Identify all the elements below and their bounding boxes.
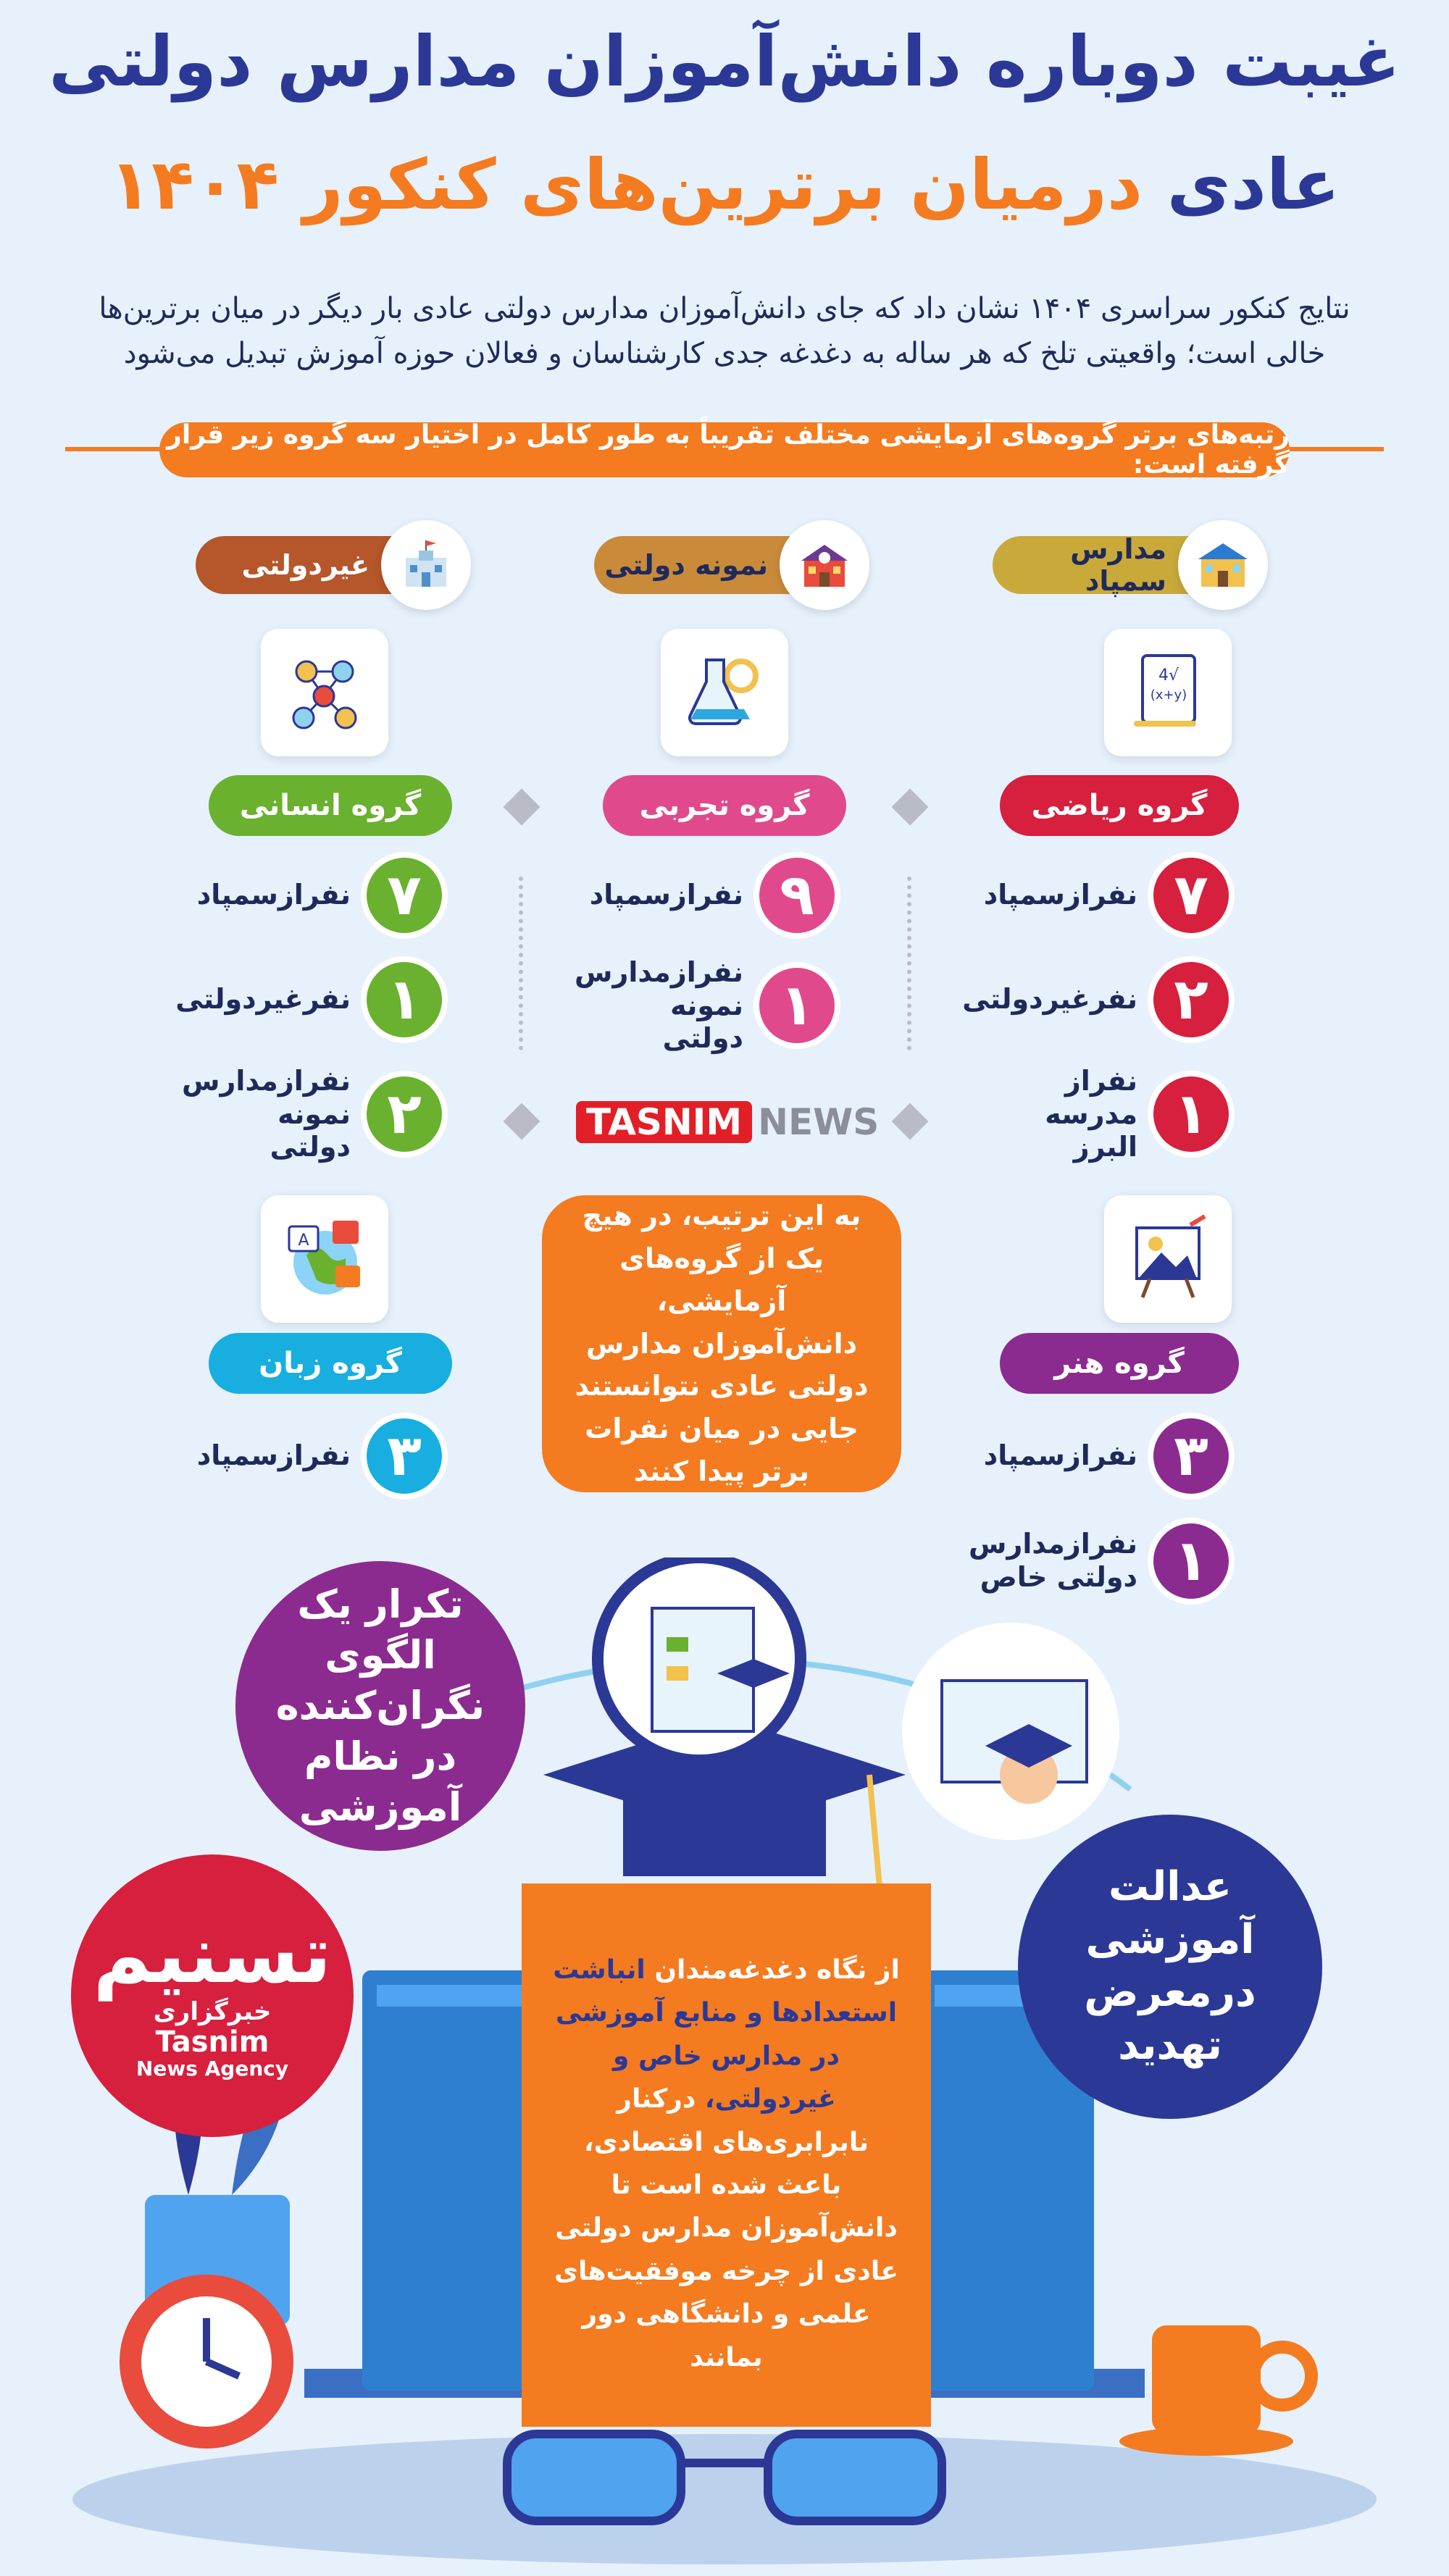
math-row-3 (1022, 1065, 1235, 1164)
agency-logo-script: تسنیم (93, 1908, 332, 2002)
count-label: نفرازمدارس دولتی خاص (969, 1528, 1137, 1593)
count-label: نفرازسمپاد (196, 879, 351, 911)
count-label: نفرازمدارس نمونه دولتی (182, 1065, 351, 1163)
count-number: ۱ (367, 962, 442, 1037)
school-type-label: غیردولتی (241, 549, 369, 581)
analysis-card (522, 1883, 931, 2427)
group-math-pill: گروه ریاضی (1000, 775, 1239, 836)
analysis-intro: از نگاه دغدغه‌مندان (654, 1955, 900, 1985)
svg-text:(x+y): (x+y) (1150, 687, 1187, 703)
group-art-pill: گروه هنر (1000, 1333, 1239, 1394)
count-number: ۹ (759, 858, 835, 933)
count-number: ۳ (1153, 1418, 1229, 1494)
count-number: ۳ (367, 1418, 442, 1494)
school-flag-icon (381, 520, 471, 610)
count-number: ۷ (1153, 858, 1229, 933)
divider-dotted-line (519, 877, 523, 1050)
warning-circle: تکرار یک الگوی نگران‌کننده در نظام آموزشی (235, 1561, 525, 1851)
page-title-line1: غیبت دوباره دانش‌آموزان مدارس دولتی (49, 21, 1400, 102)
ribbon-banner: رتبه‌های برتر گروه‌های آزمایشی مختلف تقریباً به طور کامل در اختیار سه گروه زیر قرار گرفته است: (159, 422, 1290, 477)
group-humanities-pill: گروه انسانی (209, 775, 452, 836)
flask-gear-icon (661, 629, 788, 756)
school-clock-icon (780, 520, 869, 610)
count-label: نفرازمدارس نمونه دولتی (575, 956, 743, 1055)
divider-diamond (892, 789, 929, 826)
school-type-nemone (594, 536, 855, 594)
hum-row-2 (175, 956, 448, 1043)
divider-diamond (504, 1103, 540, 1140)
count-label: نفرازسمپاد (983, 879, 1137, 911)
count-number: ۷ (367, 858, 442, 933)
analysis-highlight: انباشت استعدادها و منابع آموزشی در مدارس خاص و غیردولتی، (553, 1955, 898, 2115)
svg-text:√4: √4 (1158, 666, 1179, 685)
school-type-gheirdolati (196, 536, 456, 594)
lang-row-1 (197, 1413, 448, 1500)
divider-diamond (892, 1103, 929, 1140)
art-row-1 (984, 1413, 1235, 1500)
count-label: نفرازسمپاد (196, 1439, 351, 1472)
group-experimental-pill: گروه تجربی (603, 775, 846, 836)
tasnim-agency-logo (71, 1854, 354, 2137)
count-number: ۱ (1153, 1076, 1229, 1152)
exp-row-1 (590, 852, 840, 939)
people-network-icon (261, 629, 388, 756)
translate-globe-icon (261, 1195, 388, 1323)
title-word-normal: عادی (1166, 144, 1340, 225)
math-formula-icon (1104, 629, 1232, 756)
page-title-line2 (29, 145, 1420, 225)
count-number: ۱ (759, 968, 835, 1043)
divider-dotted-line (907, 877, 911, 1050)
math-row-2 (962, 956, 1235, 1043)
group-language-pill: گروه زبان (209, 1333, 452, 1394)
count-number: ۲ (367, 1076, 442, 1152)
conclusion-box: به این ترتیب، در هیچ یک از گروه‌های آزمایشی، دانش‌آموزان مدارس دولتی عادی نتوانستند جایی در میان نفرات برتر پیدا کنند (542, 1195, 901, 1492)
agency-logo-fa: خبرگزاری (153, 1997, 272, 2027)
title-highlight: درمیان برترین‌های کنکور ۱۴۰۴ (109, 144, 1143, 225)
justice-circle: عدالت آموزشی درمعرض تهدید (1018, 1815, 1322, 2119)
count-label: نفرازسمپاد (983, 1439, 1137, 1472)
agency-logo-en: Tasnim (155, 2025, 270, 2059)
school-type-label: نمونه دولتی (604, 549, 768, 581)
hum-row-1 (197, 852, 448, 939)
count-label: نفرازسمپاد (589, 879, 743, 911)
agency-logo-en2: News Agency (135, 2056, 289, 2081)
count-number: ۱ (1153, 1523, 1229, 1599)
count-label: نفرغیردولتی (962, 983, 1137, 1016)
exp-row-2 (575, 956, 840, 1055)
count-label: نفرغیردولتی (175, 983, 351, 1016)
school-type-label: مدارس سمپاد (1070, 533, 1166, 597)
school-building-icon (1178, 520, 1268, 610)
hum-row-3 (182, 1065, 448, 1164)
intro-paragraph: نتایج کنکور سراسری ۱۴۰۴ نشان داد که جای دانش‌آموزان مدارس دولتی عادی بار دیگر در میان برترین‌ها خالی است؛ واقعیتی تلخ که هر ساله به دغدغه جدی کارشناسان و فعالان حوزه آموزش تبدیل می‌شود (99, 292, 1350, 370)
school-type-sampad (993, 533, 1253, 597)
count-number: ۲ (1153, 962, 1229, 1037)
tasnim-news-logo: TASNIM NEWS (576, 1101, 879, 1143)
painting-easel-icon (1104, 1195, 1232, 1323)
divider-diamond (504, 789, 540, 826)
analysis-body: درکنار نابرابری‌های اقتصادی، باعث شده است تا دانش‌آموزان مدارس دولتی عادی از چرخه موفقیت‌های علمی و دانشگاهی دور بمانند (554, 2084, 898, 2372)
svg-text:A: A (298, 1231, 309, 1250)
math-row-1 (984, 852, 1235, 939)
count-label: نفراز مدرسه البرز (1045, 1065, 1137, 1163)
